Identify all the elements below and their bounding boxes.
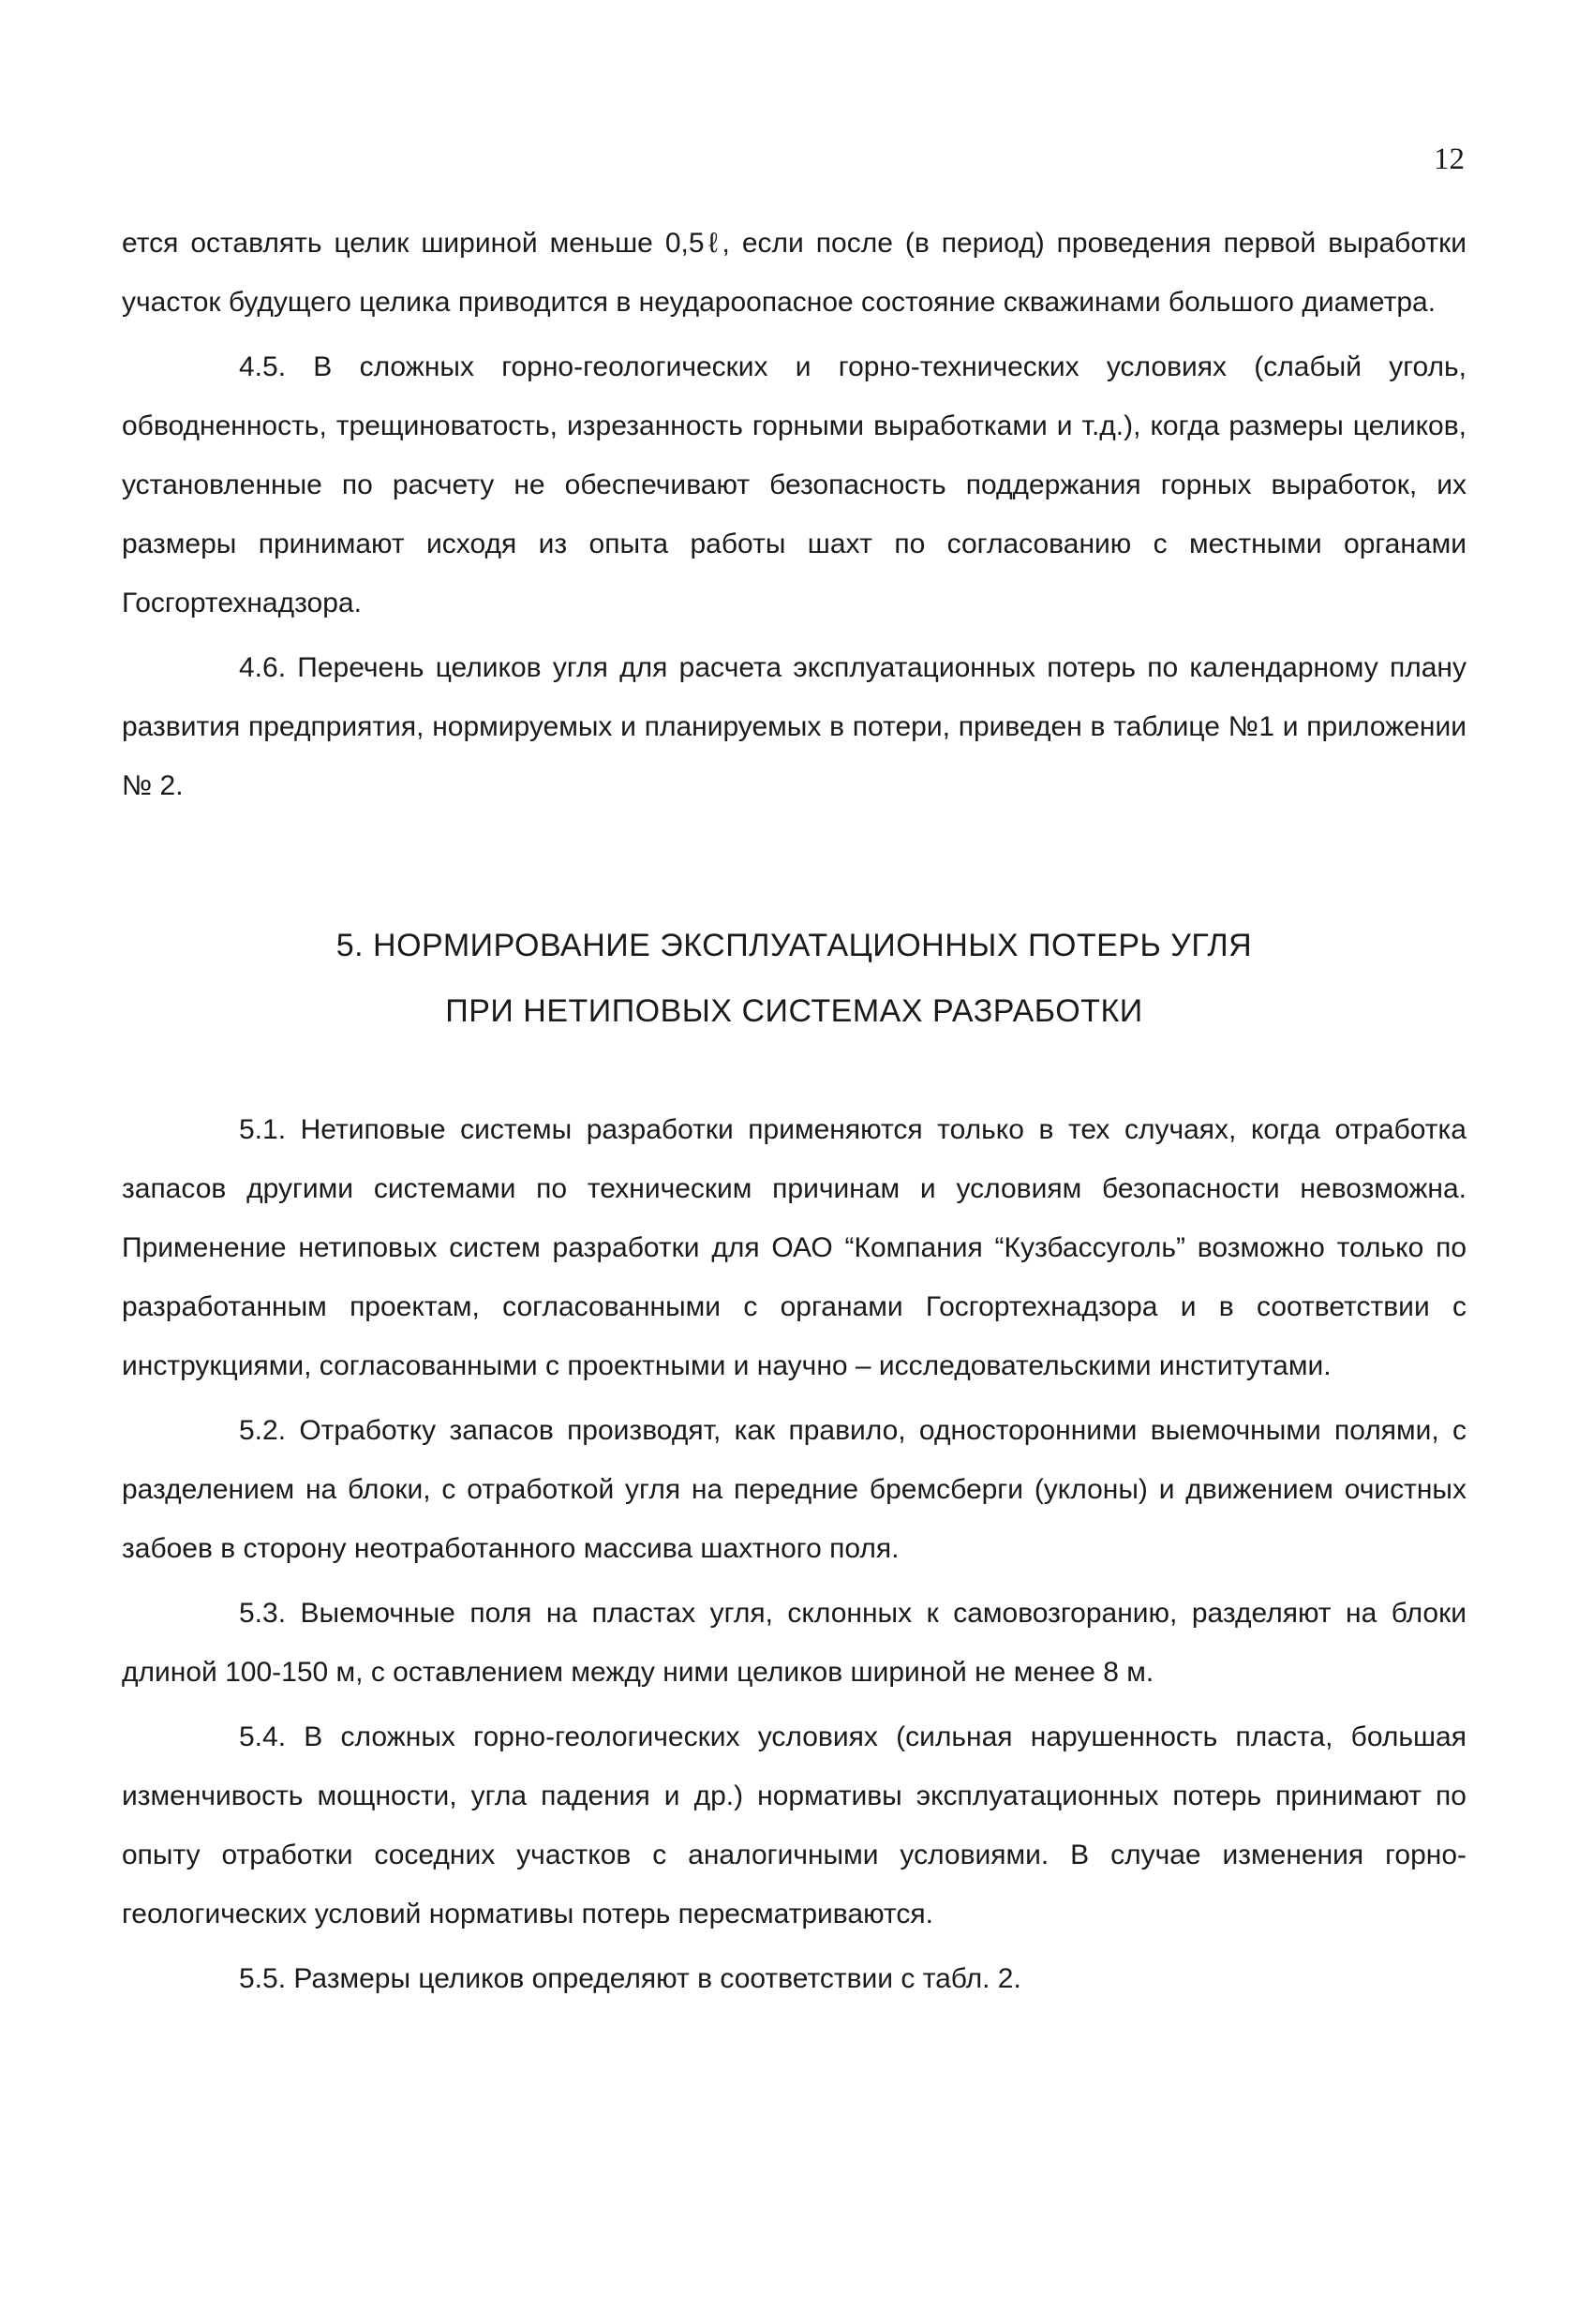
paragraph-5-3: 5.3. Выемочные поля на пластах угля, склонных к самовозгоранию, разделяют на блоки длиной 100-150 м, с оставлением между ними целиков шириной не менее 8 м. (122, 1598, 1466, 1688)
section-5-heading-line-2: ПРИ НЕТИПОВЫХ СИСТЕМАХ РАЗРАБОТКИ (445, 993, 1143, 1029)
page-body (122, 214, 1466, 2014)
paragraph-5-2: 5.2. Отработку запасов производят, как правило, односторонними выемочными полями, с разделением на блоки, с отработкой угля на передние бремсберги (уклоны) и движением очистных забоев в сторону неотработанного массива шахтного поля. (122, 1415, 1466, 1564)
paragraph-continuation: ется оставлять целик шириной меньше 0,5ℓ, если после (в период) проведения первой выработки участок будущего целика приводится в неудароопасное состояние скважинами большого диаметра. (122, 228, 1466, 318)
paragraph-5-4: 5.4. В сложных горно-геологических условиях (сильная нарушенность пласта, большая изменчивость мощности, угла падения и др.) нормативы эксплуатационных потерь принимают по опыту отработки соседних участков с аналогичными условиями. В случае изменения горно-геологических условий нормативы потерь пересматриваются. (122, 1721, 1466, 1929)
paragraph-4-6: 4.6. Перечень целиков угля для расчета эксплуатационных потерь по календарному плану развития предприятия, нормируемых и планируемых в потери, приведен в таблице №1 и приложении № 2. (122, 652, 1466, 801)
section-5-heading-line-1: 5. НОРМИРОВАНИЕ ЭКСПЛУАТАЦИОННЫХ ПОТЕРЬ УГЛЯ (335, 928, 1253, 963)
paragraph-5-5: 5.5. Размеры целиков определяют в соответствии с табл. 2. (239, 1963, 1021, 1994)
paragraph-4-5: 4.5. В сложных горно-геологических и горно-технических условиях (слабый уголь, обводненность, трещиноватость, изрезанность горными выработками и т.д.), когда размеры целиков, установленные по расчету не обеспечивают безопасность поддержания горных выработок, их размеры принимают исходя из опыта работы шахт по согласованию с местными органами Госгортехнадзора. (122, 351, 1466, 618)
page-number: 12 (1434, 142, 1465, 176)
section-5-heading (122, 913, 1466, 1044)
paragraph-5-1: 5.1. Нетиповые системы разработки применяются только в тех случаях, когда отработка запасов другими системами по техническим причинам и условиям безопасности невозможна. Применение нетиповых систем разработки для ОАО “Компания “Кузбассуголь” возможно только по разработанным проектам, согласованными с органами Госгортехнадзора и в соответствии с инструкциями, согласованными с проектными и научно – исследовательскими институтами. (122, 1114, 1466, 1381)
